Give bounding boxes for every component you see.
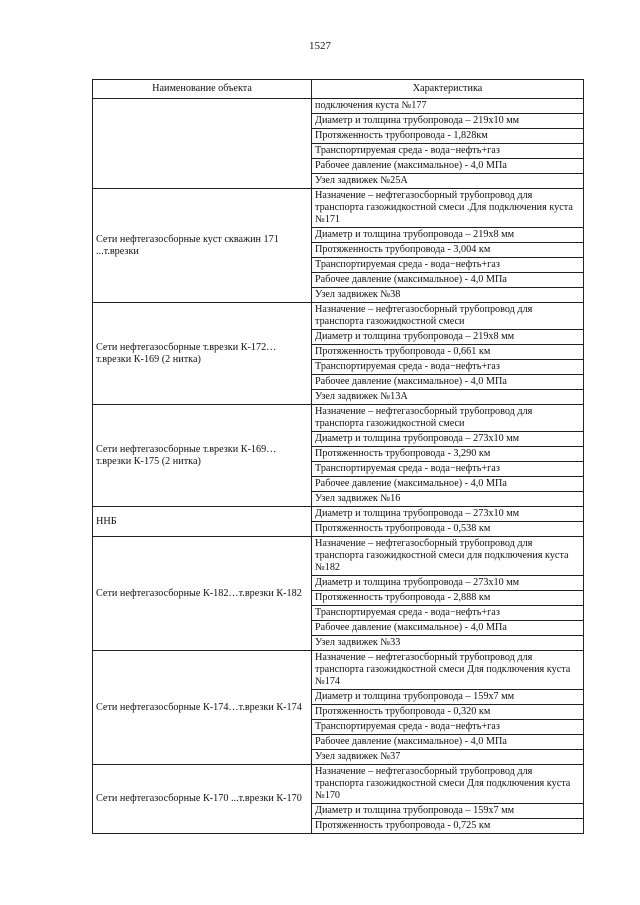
characteristic-cell: Назначение – нефтегазосборный трубопровод для транспорта газожидкостной смеси Для подключения куста №174: [312, 651, 584, 690]
header-characteristic: Характеристика: [312, 80, 584, 99]
characteristic-cell: Протяженность трубопровода - 0,538 км: [312, 522, 584, 537]
characteristic-cell: Узел задвижек №13А: [312, 390, 584, 405]
characteristic-cell: Транспортируемая среда - вода−нефть+газ: [312, 144, 584, 159]
characteristic-cell: Диаметр и толщина трубопровода – 273х10 мм: [312, 576, 584, 591]
characteristic-cell: Транспортируемая среда - вода−нефть+газ: [312, 360, 584, 375]
page-number: 1527: [309, 40, 331, 52]
table-row: [93, 765, 584, 804]
object-name-cell: Сети нефтегазосборные т.врезки К-169…т.врезки К-175 (2 нитка): [93, 405, 312, 507]
objects-table: [92, 79, 584, 834]
characteristic-cell: Диаметр и толщина трубопровода – 273х10 мм: [312, 432, 584, 447]
header-object-name: Наименование объекта: [93, 80, 312, 99]
table-row: [93, 537, 584, 576]
characteristic-cell: Протяженность трубопровода - 3,004 км: [312, 243, 584, 258]
characteristic-cell: Рабочее давление (максимальное) - 4,0 МПа: [312, 159, 584, 174]
characteristic-cell: Протяженность трубопровода - 1,828км: [312, 129, 584, 144]
object-name-cell: Сети нефтегазосборные т.врезки К-172…т.врезки К-169 (2 нитка): [93, 303, 312, 405]
characteristic-cell: Диаметр и толщина трубопровода – 159х7 мм: [312, 804, 584, 819]
characteristic-cell: Транспортируемая среда - вода−нефть+газ: [312, 720, 584, 735]
characteristic-cell: Протяженность трубопровода - 3,290 км: [312, 447, 584, 462]
characteristic-cell: Диаметр и толщина трубопровода – 219х8 мм: [312, 228, 584, 243]
characteristic-cell: Транспортируемая среда - вода−нефть+газ: [312, 258, 584, 273]
characteristic-cell: Назначение – нефтегазосборный трубопровод для транспорта газожидкостной смеси для подключения куста №182: [312, 537, 584, 576]
characteristic-cell: Протяженность трубопровода - 0,725 км: [312, 819, 584, 834]
table-body: [93, 99, 584, 834]
table-row: [93, 405, 584, 432]
table-row: [93, 189, 584, 228]
object-name-cell: Сети нефтегазосборные К-170 ...т.врезки К-170: [93, 765, 312, 834]
characteristic-cell: Протяженность трубопровода - 0,661 км: [312, 345, 584, 360]
characteristic-cell: Транспортируемая среда - вода−нефть+газ: [312, 462, 584, 477]
object-name-cell: Сети нефтегазосборные К-182…т.врезки К-182: [93, 537, 312, 651]
characteristic-cell: Рабочее давление (максимальное) - 4,0 МПа: [312, 477, 584, 492]
table-row: [93, 99, 584, 114]
characteristic-cell: Узел задвижек №37: [312, 750, 584, 765]
characteristic-cell: Узел задвижек №33: [312, 636, 584, 651]
characteristic-cell: Рабочее давление (максимальное) - 4,0 МПа: [312, 735, 584, 750]
characteristic-cell: Протяженность трубопровода - 0,320 км: [312, 705, 584, 720]
characteristic-cell: Протяженность трубопровода - 2,888 км: [312, 591, 584, 606]
characteristic-cell: Диаметр и толщина трубопровода – 159х7 мм: [312, 690, 584, 705]
characteristic-cell: Рабочее давление (максимальное) - 4,0 МПа: [312, 375, 584, 390]
characteristic-cell: Назначение – нефтегазосборный трубопровод для транспорта газожидкостной смеси: [312, 303, 584, 330]
characteristic-cell: Диаметр и толщина трубопровода – 273х10 мм: [312, 507, 584, 522]
table-row: [93, 651, 584, 690]
table-row: [93, 507, 584, 522]
characteristic-cell: Рабочее давление (максимальное) - 4,0 МПа: [312, 621, 584, 636]
characteristic-cell: Диаметр и толщина трубопровода – 219х10 мм: [312, 114, 584, 129]
object-name-cell: [93, 99, 312, 189]
characteristic-cell: Назначение – нефтегазосборный трубопровод для транспорта газожидкостной смеси .Для подключения куста №171: [312, 189, 584, 228]
characteristic-cell: Назначение – нефтегазосборный трубопровод для транспорта газожидкостной смеси: [312, 405, 584, 432]
object-name-cell: Сети нефтегазосборные К-174…т.врезки К-174: [93, 651, 312, 765]
characteristic-cell: Узел задвижек №25А: [312, 174, 584, 189]
characteristic-cell: подключения куста №177: [312, 99, 584, 114]
table-header-row: [93, 80, 584, 99]
characteristic-cell: Узел задвижек №16: [312, 492, 584, 507]
characteristic-cell: Назначение – нефтегазосборный трубопровод для транспорта газожидкостной смеси Для подключения куста №170: [312, 765, 584, 804]
characteristic-cell: Узел задвижек №38: [312, 288, 584, 303]
characteristic-cell: Транспортируемая среда - вода−нефть+газ: [312, 606, 584, 621]
characteristic-cell: Рабочее давление (максимальное) - 4,0 МПа: [312, 273, 584, 288]
characteristic-cell: Диаметр и толщина трубопровода – 219х8 мм: [312, 330, 584, 345]
object-name-cell: ННБ: [93, 507, 312, 537]
object-name-cell: Сети нефтегазосборные куст скважин 171 ...т.врезки: [93, 189, 312, 303]
table-row: [93, 303, 584, 330]
